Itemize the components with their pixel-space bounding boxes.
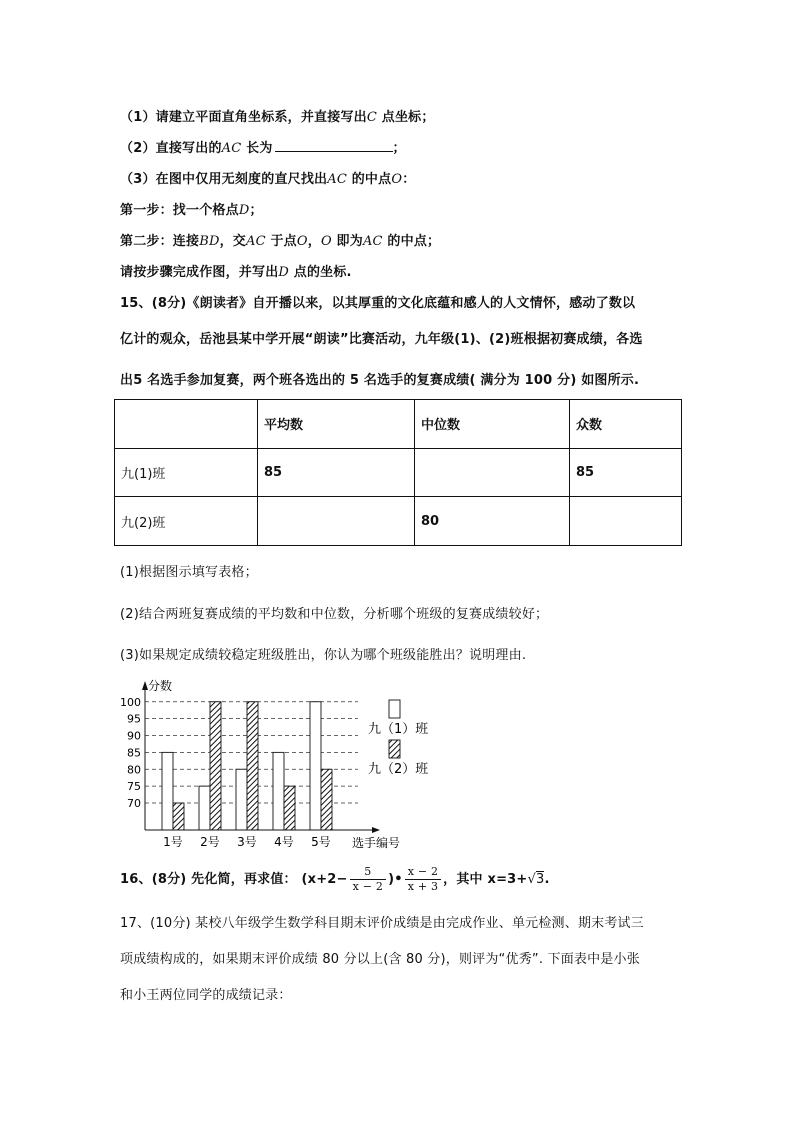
q15-sub1: (1)根据图示填写表格； [120, 565, 258, 580]
q17-line2: 项成绩构成的，如果期末评价成绩 80 分以上(含 80 分)，则评为“优秀”. 下面表中是小张 [120, 952, 640, 967]
fraction-2: $\frac{x - 2}{x + 3}$ [405, 865, 441, 894]
table-cell: 85 [570, 448, 682, 497]
legend-swatch [389, 740, 400, 758]
fraction-1: $\frac{5}{x - 2}$ [350, 865, 386, 894]
bar [284, 786, 295, 830]
q14-step1: 第一步：找一个格点D； [120, 203, 263, 218]
bar [173, 803, 184, 830]
bar [210, 702, 221, 830]
bar [199, 786, 210, 830]
q15-line2: 亿计的观众，岳池县某中学开展“朗读”比赛活动，九年级(1)、(2)班根据初赛成绩，各选 [120, 332, 643, 347]
q16-line: 16、(8分) 先化简，再求值： (x+2− $\frac{5}{x - 2}$ )• $\frac{x - 2}{x + 3}$ ，其中 x=3+√3. [120, 865, 550, 893]
table-cell: 80 [415, 497, 570, 546]
y-tick-label: 95 [127, 712, 141, 726]
y-tick-label: 75 [127, 780, 141, 794]
y-tick-label: 70 [127, 797, 141, 810]
q15-sub2: (2)结合两班复赛成绩的平均数和中位数，分析哪个班级的复赛成绩较好； [120, 607, 549, 622]
table-cell: 85 [258, 448, 415, 497]
x-tick-label: 4号 [274, 835, 294, 849]
y-tick-label: 100 [120, 695, 141, 709]
x-tick-label: 2号 [200, 835, 220, 849]
table-header: 平均数 [258, 400, 415, 449]
var-c: C [366, 110, 378, 125]
bar [310, 702, 321, 830]
q14-part3: （3）在图中仅用无刻度的直尺找出AC 的中点O： [120, 172, 416, 187]
table-cell: 九(2)班 [115, 497, 258, 546]
q15-sub3: (3)如果规定成绩较稳定班级胜出，你认为哪个班级能胜出？说明理由. [120, 648, 527, 663]
sqrt-symbol: √ [527, 872, 536, 887]
x-axis-label: 选手编号 [352, 836, 401, 850]
q17-line1: 17、(10分) 某校八年级学生数学科目期末评价成绩是由完成作业、单元检测、期末考试三 [120, 916, 644, 931]
q14-part1: （1）请建立平面直角坐标系，并直接写出C 点坐标； [120, 110, 435, 125]
y-tick-label: 90 [127, 729, 141, 743]
x-tick-label: 3号 [237, 835, 257, 849]
q14-part2: （2）直接写出的AC 长为 ； [120, 141, 406, 156]
x-axis-arrow [372, 827, 380, 833]
legend-swatch [389, 700, 400, 718]
bar [247, 702, 258, 830]
table-header: 中位数 [415, 400, 570, 449]
bar [162, 752, 173, 830]
q17-line3: 和小王两位同学的成绩记录： [120, 988, 292, 1003]
x-tick-label: 1号 [163, 835, 183, 849]
y-axis-label: 分数 [148, 679, 173, 693]
q14-step2: 第二步：连接BD，交AC 于点O，O 即为AC 的中点； [120, 234, 441, 249]
q15-line1: 15、(8分)《朗读者》自开播以来，以其厚重的文化底蕴和感人的人文情怀，感动了数以 [120, 296, 636, 311]
bar [321, 769, 332, 830]
bar [236, 769, 247, 830]
bar [273, 752, 284, 830]
x-tick-label: 5号 [311, 835, 331, 849]
legend-label: 九（1）班 [368, 722, 429, 737]
y-tick-label: 80 [127, 763, 141, 777]
table-cell: 九(1)班 [115, 448, 258, 497]
table-header: 众数 [570, 400, 682, 449]
q14-step3: 请按步骤完成作图，并写出D 点的坐标. [120, 265, 352, 280]
legend-label: 九（2）班 [368, 762, 429, 777]
q15-line3: 出5 名选手参加复赛，两个班各选出的 5 名选手的复赛成绩( 满分为 100 分) 如图所示. [120, 373, 640, 388]
y-tick-label: 85 [127, 746, 141, 760]
